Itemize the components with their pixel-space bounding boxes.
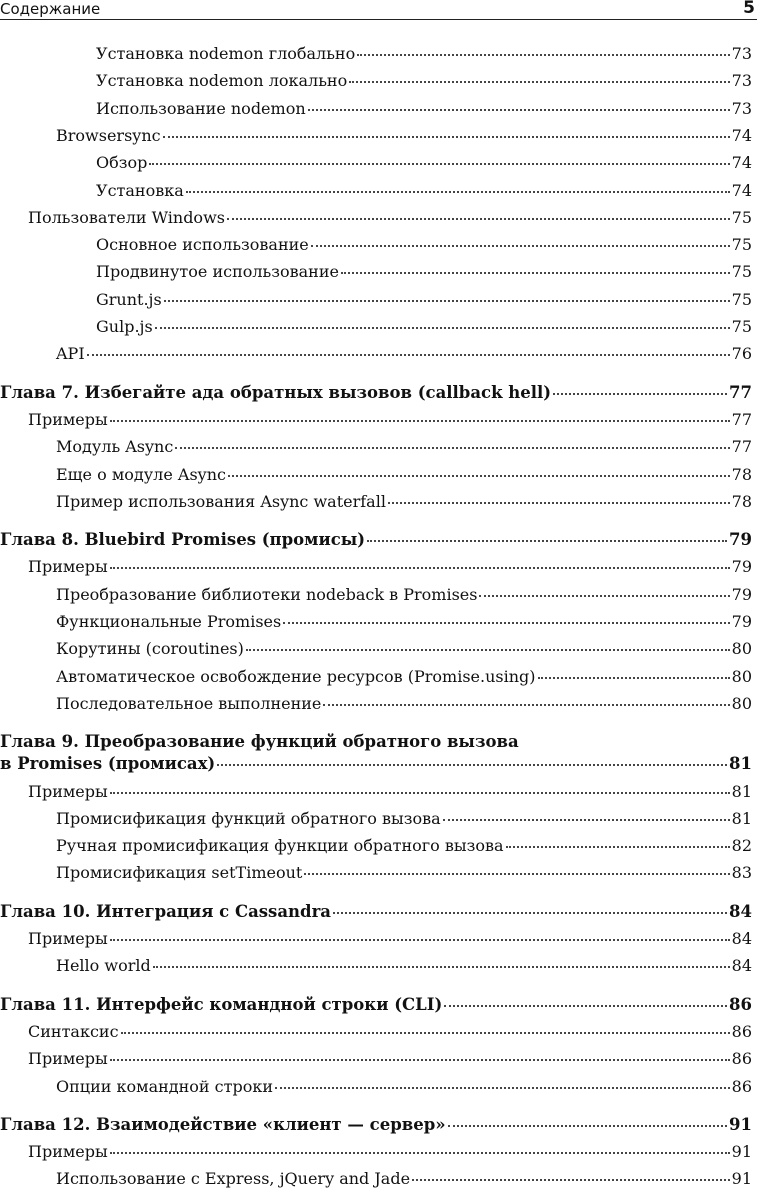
toc-entry-title: Browsersync [56,125,161,145]
toc-entry-title: Глава 7. Избегайте ада обратных вызовов (callback hell) [0,382,552,402]
toc-entry[interactable] [0,955,752,977]
dot-leader [275,1086,730,1089]
dot-leader [110,1151,730,1154]
toc-entry[interactable] [0,835,752,857]
toc-entry-title: Примеры [28,781,108,801]
toc-entry[interactable] [0,261,752,283]
dot-leader [341,271,730,274]
toc-entry[interactable] [0,1021,752,1043]
dot-leader [228,474,730,477]
toc-page-number: 76 [731,344,752,364]
toc-entry[interactable] [0,1076,752,1098]
toc-entry[interactable] [0,152,752,174]
toc-entry-title: Корутины (coroutines) [56,639,244,659]
toc-page-number: 79 [731,612,752,631]
toc-entry-title: Глава 11. Интерфейс командной строки (CLI) [0,994,443,1014]
dot-leader [367,539,727,542]
toc-entry[interactable] [0,781,752,803]
toc-entry-title: Обзор [96,153,148,173]
toc-entry-title: Примеры [28,1142,108,1162]
toc-entry-title: Примеры [28,557,108,577]
dot-leader [110,791,730,794]
dot-leader [357,53,729,56]
dot-leader [110,938,730,941]
dot-leader [149,162,729,165]
toc-entry[interactable] [0,584,752,606]
toc-entry-title: API [56,344,85,364]
toc-entry-title: Установка nodemon глобально [96,44,356,63]
toc-entry[interactable] [0,638,752,660]
dot-leader [479,594,729,597]
toc-page-number: 82 [731,836,752,856]
toc-page-number: 84 [729,901,752,921]
dot-leader [506,845,730,848]
toc-entry[interactable] [0,808,752,830]
toc-entry[interactable] [0,611,752,633]
toc-page-number: 91 [729,1114,752,1134]
toc-entry-title: Глава 12. Взаимодействие «клиент — сервер» [0,1114,446,1134]
toc-page-number: 79 [731,557,752,577]
toc-entry-title: Синтаксис [28,1021,119,1041]
toc-entry-title: Примеры [28,409,108,429]
toc-entry[interactable] [0,862,752,884]
toc-entry[interactable] [0,436,752,458]
toc-page-number: 84 [731,929,752,948]
toc-entry[interactable] [0,125,752,147]
toc-entry-title: Использование nodemon [96,98,306,118]
toc-entry-title: Установка nodemon локально [96,71,348,91]
chapter-title-line1: Глава 9. Преобразование функций обратного вызова [0,732,519,752]
toc-entry[interactable] [0,1141,752,1163]
toc-entry-title: Промисификация функций обратного вызова [56,808,441,828]
toc-entry[interactable] [0,289,752,311]
toc-page-number: 73 [731,44,752,63]
toc-entry-title: Глава 10. Интеграция с Cassandra [0,901,331,921]
toc-entry[interactable] [0,234,752,256]
toc-page-number: 78 [731,491,752,511]
toc-entry-title: Gulp.js [96,317,153,336]
toc-page-number: 78 [731,464,752,484]
dot-leader [443,818,730,821]
toc-entry[interactable] [0,180,752,202]
toc-chapter-entry[interactable] [0,994,752,1016]
dot-leader [553,392,727,395]
running-header [0,0,757,20]
toc-entry[interactable] [0,928,752,950]
toc-entry[interactable] [0,70,752,92]
running-title: Содержание [0,0,101,18]
toc-entry[interactable] [0,556,752,578]
dot-leader [311,244,730,247]
dot-leader [87,353,730,356]
toc-entry[interactable] [0,316,752,338]
toc-entry[interactable] [0,1048,752,1070]
toc-entry-title: Автоматическое освобождение ресурсов (Promise.using) [56,666,536,686]
toc-entry-title: Примеры [28,1049,108,1069]
dot-leader [349,80,729,83]
toc-entry-title: Пользователи Windows [28,207,225,227]
toc-entry[interactable] [0,343,752,365]
dot-leader [110,1058,730,1061]
toc-page-number: 86 [729,994,752,1014]
toc-entry[interactable] [0,1168,752,1190]
toc-chapter-entry[interactable] [0,382,752,404]
toc-page-number: 74 [731,180,752,200]
toc-entry-title: Модуль Async [56,437,174,457]
toc-entry-title: Продвинутое использование [96,262,339,282]
toc-page-number: 75 [731,235,752,255]
toc-entry-title: Промисификация setTimeout [56,863,303,883]
toc-page-number: 81 [731,781,752,801]
dot-leader [412,1178,730,1181]
dot-leader [164,299,730,302]
toc-page-number: 80 [731,666,752,686]
toc-entry-title: Основное использование [96,235,309,255]
toc-page-number: 91 [731,1169,752,1189]
dot-leader [323,703,729,706]
toc-page-number: 86 [731,1021,752,1041]
toc-chapter-entry[interactable] [0,529,752,551]
toc-page-number: 79 [731,584,752,604]
dot-leader [175,446,729,449]
toc-page-number: 81 [731,808,752,828]
dot-leader [163,135,730,138]
toc-page-number: 84 [731,956,752,976]
toc-page-number: 86 [731,1049,752,1069]
toc-page-number: 73 [731,71,752,91]
toc-chapter-entry[interactable] [0,901,752,923]
toc-entry-title: Grunt.js [96,289,162,309]
dot-leader [121,1031,730,1034]
dot-leader [308,108,730,111]
dot-leader [283,621,729,624]
page-number: 5 [743,0,755,18]
dot-leader [388,501,730,504]
toc-chapter-entry[interactable] [0,1114,752,1136]
dot-leader [227,217,730,220]
toc-page-number: 91 [731,1142,752,1162]
toc-page-number: 80 [731,639,752,659]
dot-leader [110,566,730,569]
toc-entry-title: Еще о модуле Async [56,464,226,484]
dot-leader [333,911,727,914]
toc-page-number: 75 [731,207,752,227]
dot-leader [246,648,730,651]
toc-page-number: 83 [731,863,752,883]
toc-entry-title: Функциональные Promises [56,612,282,631]
toc-entry-title: Опции командной строки [56,1076,274,1096]
toc-page-number: 73 [731,98,752,118]
toc-entry[interactable] [0,98,752,120]
toc-entry-title: Последовательное выполнение [56,693,322,713]
dot-leader [304,872,729,875]
toc-entry[interactable] [0,666,752,688]
toc-page-number: 75 [731,317,752,336]
toc-entry[interactable] [0,207,752,229]
toc-page-number: 80 [731,693,752,713]
toc-page-number: 81 [729,754,752,774]
dot-leader [153,965,730,968]
toc-entry[interactable] [0,464,752,486]
dot-leader [155,326,730,329]
dot-leader [186,190,730,193]
toc-entry[interactable] [0,693,752,715]
toc-entry-title: Установка [96,180,184,200]
toc-page-number: 77 [731,409,752,429]
dot-leader [538,676,730,679]
toc-entry-title: Пример использования Async waterfall [56,491,386,511]
toc-entry-title: Ручная промисификация функции обратного вызова [56,836,504,856]
toc-entry-title: Hello world [56,956,151,976]
toc-entry-title: Преобразование библиотеки nodeback в Promises [56,584,478,604]
toc-page-number: 74 [731,153,752,173]
toc-page-number: 86 [731,1076,752,1096]
toc-entry[interactable] [0,491,752,513]
toc-page-number: 79 [729,530,752,550]
toc-entry[interactable] [0,43,752,65]
dot-leader [448,1124,727,1127]
toc-entry-title: в Promises (промисах) [0,754,216,774]
toc-entry[interactable] [0,409,752,431]
toc-page-number: 74 [731,125,752,145]
toc-chapter-entry[interactable] [0,753,752,775]
toc-page-number: 75 [731,262,752,282]
dot-leader [110,419,730,422]
toc-page-number: 77 [731,437,752,457]
toc-entry-title: Глава 8. Bluebird Promises (промисы) [0,530,366,550]
toc-page-number: 75 [731,289,752,309]
toc-entry-title: Примеры [28,929,108,948]
dot-leader [217,763,727,766]
dot-leader [444,1004,727,1007]
toc-entry-title: Использование с Express, jQuery and Jade [56,1169,411,1189]
toc-page-number: 77 [729,382,752,402]
